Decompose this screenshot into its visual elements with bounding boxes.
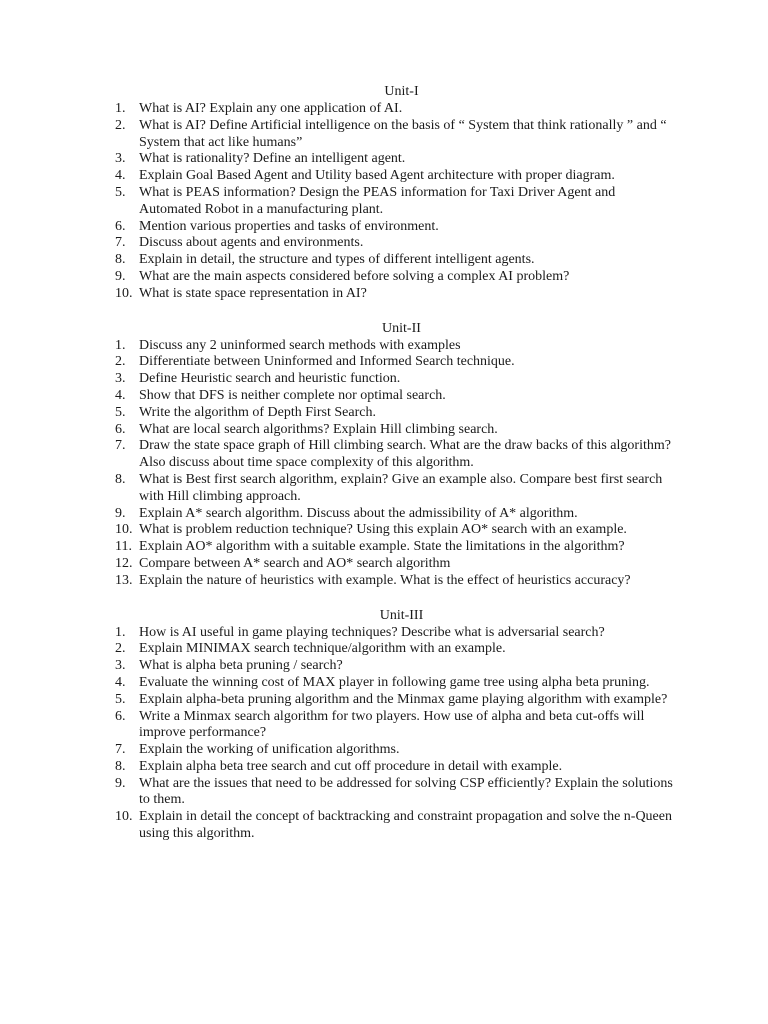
unit-title: Unit-I <box>384 84 419 99</box>
question-item <box>115 118 678 152</box>
question-item <box>115 742 678 759</box>
question-item <box>115 641 678 658</box>
question-number: 10. <box>115 285 133 301</box>
question-item <box>115 776 678 810</box>
question-text: What is rationality? Define an intelligent agent. <box>139 151 406 167</box>
question-item <box>115 405 678 422</box>
question-number: 3. <box>115 151 126 167</box>
question-item <box>115 269 678 286</box>
unit-title: Unit-III <box>379 607 424 623</box>
question-text: What is Best first search algorithm, explain? Give an example also. Compare best first search with Hill climbing approach. <box>139 471 663 504</box>
question-number: 3. <box>115 658 126 674</box>
question-number: 9. <box>115 505 126 521</box>
question-text: Explain in detail the concept of backtracking and constraint propagation and solve the n-Queen using this algorithm. <box>139 809 672 842</box>
question-number: 1. <box>115 624 126 640</box>
question-item <box>115 338 678 355</box>
question-number: 13. <box>115 572 133 588</box>
question-text: Evaluate the winning cost of MAX player in following game tree using alpha beta pruning. <box>139 674 650 690</box>
question-item <box>115 168 678 185</box>
question-number: 12. <box>115 555 133 571</box>
question-item <box>115 625 678 642</box>
question-number: 4. <box>115 387 126 403</box>
question-number: 10. <box>115 809 133 825</box>
question-text: Explain in detail, the structure and types of different intelligent agents. <box>139 252 535 268</box>
question-item <box>115 506 678 523</box>
question-number: 2. <box>115 354 126 370</box>
question-number: 8. <box>115 252 126 268</box>
question-item <box>115 219 678 236</box>
question-item <box>115 539 678 556</box>
question-number: 2. <box>115 641 126 657</box>
question-item <box>115 809 678 843</box>
question-text: Explain MINIMAX search technique/algorithm with an example. <box>139 641 506 657</box>
question-item <box>115 101 678 118</box>
question-item <box>115 472 678 506</box>
question-number: 7. <box>115 438 126 454</box>
question-item <box>115 709 678 743</box>
question-number: 2. <box>115 117 126 133</box>
question-text: Explain AO* algorithm with a suitable example. State the limitations in the algorithm? <box>139 539 625 555</box>
question-item <box>115 556 678 573</box>
question-text: Draw the state space graph of Hill climbing search. What are the draw backs of this algorithm? Also discuss about time space complexity of this algorithm. <box>139 438 671 471</box>
question-number: 5. <box>115 184 126 200</box>
question-number: 9. <box>115 775 126 791</box>
question-item <box>115 388 678 405</box>
question-text: Write the algorithm of Depth First Search. <box>139 404 376 420</box>
question-number: 7. <box>115 742 126 758</box>
question-text: Explain alpha-beta pruning algorithm and the Minmax game playing algorithm with example? <box>139 691 668 707</box>
unit-3-section <box>115 607 678 843</box>
question-item <box>115 422 678 439</box>
question-text: Explain the nature of heuristics with example. What is the effect of heuristics accuracy? <box>139 572 631 588</box>
question-number: 8. <box>115 758 126 774</box>
question-number: 4. <box>115 168 126 184</box>
question-number: 7. <box>115 235 126 251</box>
question-item <box>115 438 678 472</box>
question-text: What are the issues that need to be addressed for solving CSP efficiently? Explain the solutions to them. <box>139 775 673 808</box>
question-number: 11. <box>115 539 132 555</box>
question-text: How is AI useful in game playing techniques? Describe what is adversarial search? <box>139 624 605 640</box>
question-text: What is AI? Explain any one application of AI. <box>139 101 403 116</box>
question-item <box>115 185 678 219</box>
unit-2-section <box>115 320 678 590</box>
question-item <box>115 692 678 709</box>
question-item <box>115 573 678 590</box>
question-text: Mention various properties and tasks of environment. <box>139 218 439 234</box>
question-number: 1. <box>115 101 126 116</box>
question-text: What are the main aspects considered before solving a complex AI problem? <box>139 268 570 284</box>
question-list <box>115 625 678 843</box>
question-text: Explain Goal Based Agent and Utility based Agent architecture with proper diagram. <box>139 168 615 184</box>
question-text: What is problem reduction technique? Using this explain AO* search with an example. <box>139 522 627 538</box>
question-list <box>115 101 678 303</box>
question-number: 6. <box>115 708 126 724</box>
question-number: 1. <box>115 337 126 353</box>
question-text: Explain A* search algorithm. Discuss about the admissibility of A* algorithm. <box>139 505 578 521</box>
question-text: Discuss about agents and environments. <box>139 235 364 251</box>
question-text: Define Heuristic search and heuristic function. <box>139 371 401 387</box>
question-item <box>115 759 678 776</box>
question-text: Discuss any 2 uninformed search methods with examples <box>139 337 461 353</box>
question-text: Explain the working of unification algorithms. <box>139 742 400 758</box>
question-text: What is state space representation in AI? <box>139 285 367 301</box>
question-text: Explain alpha beta tree search and cut off procedure in detail with example. <box>139 758 563 774</box>
question-text: What is AI? Define Artificial intelligence on the basis of “ System that think rationally ” and “ System that act like humans” <box>139 117 667 150</box>
unit-1-section <box>115 83 678 303</box>
question-number: 10. <box>115 522 133 538</box>
question-item <box>115 658 678 675</box>
question-item <box>115 151 678 168</box>
question-number: 9. <box>115 268 126 284</box>
question-item <box>115 286 678 303</box>
question-text: What are local search algorithms? Explain Hill climbing search. <box>139 421 498 437</box>
question-text: Differentiate between Uninformed and Informed Search technique. <box>139 354 515 370</box>
question-number: 5. <box>115 404 126 420</box>
question-text: What is alpha beta pruning / search? <box>139 658 343 674</box>
question-number: 5. <box>115 691 126 707</box>
unit-title: Unit-II <box>382 320 421 336</box>
question-text: Show that DFS is neither complete nor optimal search. <box>139 387 446 403</box>
question-item <box>115 354 678 371</box>
question-item <box>115 252 678 269</box>
question-number: 3. <box>115 371 126 387</box>
question-item <box>115 675 678 692</box>
question-list <box>115 338 678 590</box>
question-text: What is PEAS information? Design the PEAS information for Taxi Driver Agent and Automated Robot in a manufacturing plant. <box>139 184 616 217</box>
question-text: Write a Minmax search algorithm for two players. How use of alpha and beta cut-offs will improve performance? <box>139 708 645 741</box>
question-number: 4. <box>115 674 126 690</box>
question-item <box>115 235 678 252</box>
question-item <box>115 371 678 388</box>
question-number: 6. <box>115 218 126 234</box>
question-item <box>115 522 678 539</box>
question-number: 8. <box>115 471 126 487</box>
question-number: 6. <box>115 421 126 437</box>
question-text: Compare between A* search and AO* search algorithm <box>139 555 451 571</box>
